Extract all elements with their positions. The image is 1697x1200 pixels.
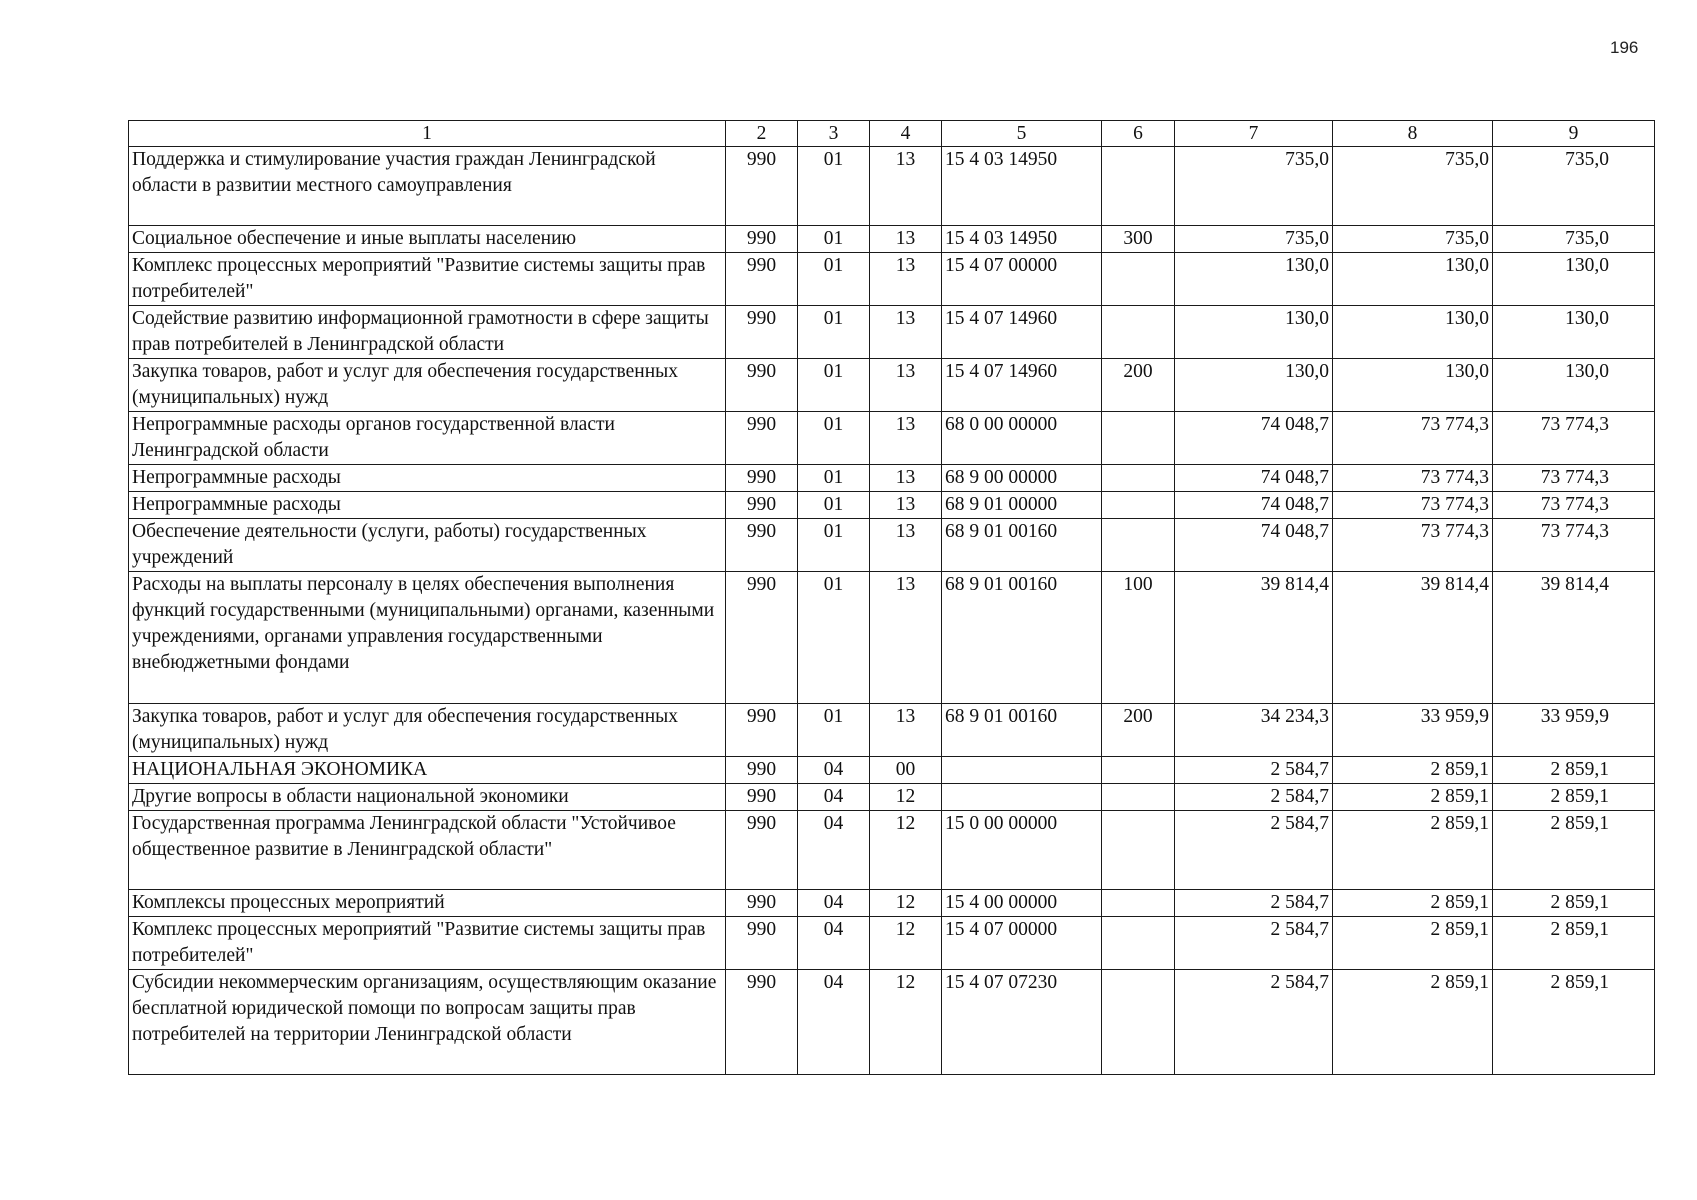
subsection-code: 12 <box>870 970 942 1075</box>
grbs-code: 990 <box>726 970 798 1075</box>
grbs-code: 990 <box>726 704 798 757</box>
amount-col9: 33 959,9 <box>1493 704 1655 757</box>
section-code: 04 <box>798 784 870 811</box>
amount-col8: 2 859,1 <box>1333 917 1493 970</box>
amount-col7: 2 584,7 <box>1175 784 1333 811</box>
row-name: Комплекс процессных мероприятий "Развитие системы защиты прав потребителей" <box>129 253 726 306</box>
target-article-code: 68 9 01 00160 <box>942 519 1102 572</box>
section-code: 01 <box>798 412 870 465</box>
section-code: 01 <box>798 492 870 519</box>
amount-col7: 34 234,3 <box>1175 704 1333 757</box>
amount-col7: 130,0 <box>1175 253 1333 306</box>
section-code: 01 <box>798 253 870 306</box>
table-row <box>129 492 1655 519</box>
row-name: Социальное обеспечение и иные выплаты населению <box>129 226 726 253</box>
amount-col9: 2 859,1 <box>1493 970 1655 1075</box>
subsection-code: 13 <box>870 306 942 359</box>
grbs-code: 990 <box>726 226 798 253</box>
grbs-code: 990 <box>726 572 798 704</box>
grbs-code: 990 <box>726 359 798 412</box>
amount-col7: 2 584,7 <box>1175 890 1333 917</box>
expense-type-code <box>1102 306 1175 359</box>
row-name: Закупка товаров, работ и услуг для обеспечения государственных (муниципальных) нужд <box>129 704 726 757</box>
amount-col8: 73 774,3 <box>1333 465 1493 492</box>
target-article-code: 15 4 07 07230 <box>942 970 1102 1075</box>
expense-type-code <box>1102 811 1175 890</box>
amount-col8: 130,0 <box>1333 253 1493 306</box>
table-row <box>129 811 1655 890</box>
amount-col7: 74 048,7 <box>1175 412 1333 465</box>
amount-col9: 2 859,1 <box>1493 890 1655 917</box>
section-code: 01 <box>798 465 870 492</box>
amount-col7: 74 048,7 <box>1175 519 1333 572</box>
table-row <box>129 147 1655 226</box>
amount-col8: 73 774,3 <box>1333 412 1493 465</box>
expense-type-code <box>1102 253 1175 306</box>
target-article-code: 15 4 03 14950 <box>942 147 1102 226</box>
row-name: НАЦИОНАЛЬНАЯ ЭКОНОМИКА <box>129 757 726 784</box>
section-code: 04 <box>798 970 870 1075</box>
column-header: 6 <box>1102 121 1175 147</box>
row-name: Закупка товаров, работ и услуг для обеспечения государственных (муниципальных) нужд <box>129 359 726 412</box>
table-row <box>129 412 1655 465</box>
grbs-code: 990 <box>726 147 798 226</box>
expense-type-code: 300 <box>1102 226 1175 253</box>
amount-col7: 74 048,7 <box>1175 465 1333 492</box>
amount-col9: 130,0 <box>1493 253 1655 306</box>
row-name: Комплекс процессных мероприятий "Развитие системы защиты прав потребителей" <box>129 917 726 970</box>
column-header: 7 <box>1175 121 1333 147</box>
row-name: Непрограммные расходы <box>129 465 726 492</box>
table-row <box>129 572 1655 704</box>
subsection-code: 12 <box>870 811 942 890</box>
target-article-code: 15 4 07 14960 <box>942 359 1102 412</box>
target-article-code <box>942 757 1102 784</box>
row-name: Другие вопросы в области национальной экономики <box>129 784 726 811</box>
table-row <box>129 784 1655 811</box>
column-header: 8 <box>1333 121 1493 147</box>
expense-type-code <box>1102 492 1175 519</box>
amount-col9: 130,0 <box>1493 306 1655 359</box>
expense-type-code <box>1102 412 1175 465</box>
amount-col9: 73 774,3 <box>1493 492 1655 519</box>
grbs-code: 990 <box>726 412 798 465</box>
grbs-code: 990 <box>726 253 798 306</box>
row-name: Государственная программа Ленинградской области "Устойчивое общественное развитие в Ленинградской области" <box>129 811 726 890</box>
amount-col8: 2 859,1 <box>1333 970 1493 1075</box>
subsection-code: 12 <box>870 784 942 811</box>
subsection-code: 13 <box>870 465 942 492</box>
amount-col8: 2 859,1 <box>1333 890 1493 917</box>
amount-col7: 39 814,4 <box>1175 572 1333 704</box>
subsection-code: 13 <box>870 147 942 226</box>
column-header: 9 <box>1493 121 1655 147</box>
target-article-code: 15 4 07 00000 <box>942 917 1102 970</box>
subsection-code: 00 <box>870 757 942 784</box>
expense-type-code: 200 <box>1102 359 1175 412</box>
amount-col9: 2 859,1 <box>1493 784 1655 811</box>
table-row <box>129 704 1655 757</box>
subsection-code: 12 <box>870 917 942 970</box>
table-row <box>129 757 1655 784</box>
amount-col7: 735,0 <box>1175 226 1333 253</box>
budget-table <box>128 120 1655 1075</box>
target-article-code <box>942 784 1102 811</box>
amount-col7: 130,0 <box>1175 306 1333 359</box>
subsection-code: 12 <box>870 890 942 917</box>
amount-col9: 2 859,1 <box>1493 811 1655 890</box>
row-name: Комплексы процессных мероприятий <box>129 890 726 917</box>
amount-col9: 735,0 <box>1493 226 1655 253</box>
amount-col7: 2 584,7 <box>1175 757 1333 784</box>
amount-col7: 2 584,7 <box>1175 970 1333 1075</box>
row-name: Поддержка и стимулирование участия граждан Ленинградской области в развитии местного самоуправления <box>129 147 726 226</box>
amount-col8: 33 959,9 <box>1333 704 1493 757</box>
grbs-code: 990 <box>726 757 798 784</box>
table-row <box>129 890 1655 917</box>
subsection-code: 13 <box>870 492 942 519</box>
grbs-code: 990 <box>726 519 798 572</box>
amount-col9: 130,0 <box>1493 359 1655 412</box>
row-name: Субсидии некоммерческим организациям, осуществляющим оказание бесплатной юридической помощи по вопросам защиты прав потребителей на территории Ленинградской области <box>129 970 726 1075</box>
section-code: 01 <box>798 226 870 253</box>
section-code: 01 <box>798 359 870 412</box>
amount-col8: 735,0 <box>1333 226 1493 253</box>
grbs-code: 990 <box>726 811 798 890</box>
amount-col8: 130,0 <box>1333 306 1493 359</box>
amount-col7: 130,0 <box>1175 359 1333 412</box>
amount-col8: 39 814,4 <box>1333 572 1493 704</box>
expense-type-code <box>1102 147 1175 226</box>
amount-col8: 73 774,3 <box>1333 519 1493 572</box>
expense-type-code <box>1102 917 1175 970</box>
amount-col9: 2 859,1 <box>1493 757 1655 784</box>
amount-col9: 73 774,3 <box>1493 412 1655 465</box>
expense-type-code <box>1102 890 1175 917</box>
target-article-code: 15 4 03 14950 <box>942 226 1102 253</box>
grbs-code: 990 <box>726 306 798 359</box>
target-article-code: 68 9 01 00160 <box>942 704 1102 757</box>
header-row <box>129 121 1655 147</box>
grbs-code: 990 <box>726 465 798 492</box>
amount-col7: 2 584,7 <box>1175 917 1333 970</box>
table-row <box>129 359 1655 412</box>
table-row <box>129 917 1655 970</box>
section-code: 01 <box>798 306 870 359</box>
amount-col7: 74 048,7 <box>1175 492 1333 519</box>
target-article-code: 68 9 00 00000 <box>942 465 1102 492</box>
table-row <box>129 306 1655 359</box>
target-article-code: 68 0 00 00000 <box>942 412 1102 465</box>
amount-col9: 73 774,3 <box>1493 519 1655 572</box>
amount-col7: 735,0 <box>1175 147 1333 226</box>
expense-type-code <box>1102 784 1175 811</box>
row-name: Непрограммные расходы органов государственной власти Ленинградской области <box>129 412 726 465</box>
grbs-code: 990 <box>726 917 798 970</box>
target-article-code: 15 4 00 00000 <box>942 890 1102 917</box>
amount-col8: 2 859,1 <box>1333 811 1493 890</box>
column-header: 5 <box>942 121 1102 147</box>
page-number: 196 <box>1610 38 1639 57</box>
amount-col9: 73 774,3 <box>1493 465 1655 492</box>
section-code: 01 <box>798 147 870 226</box>
subsection-code: 13 <box>870 359 942 412</box>
target-article-code: 15 0 00 00000 <box>942 811 1102 890</box>
section-code: 01 <box>798 704 870 757</box>
table-row <box>129 226 1655 253</box>
row-name: Содействие развитию информационной грамотности в сфере защиты прав потребителей в Ленинградской области <box>129 306 726 359</box>
row-name: Расходы на выплаты персоналу в целях обеспечения выполнения функций государственными (муниципальными) органами, казенными учреждениями, органами управления государственными внебюджетными фондами <box>129 572 726 704</box>
column-header: 3 <box>798 121 870 147</box>
amount-col8: 735,0 <box>1333 147 1493 226</box>
amount-col9: 39 814,4 <box>1493 572 1655 704</box>
subsection-code: 13 <box>870 704 942 757</box>
column-header: 1 <box>129 121 726 147</box>
row-name: Непрограммные расходы <box>129 492 726 519</box>
amount-col9: 2 859,1 <box>1493 917 1655 970</box>
target-article-code: 68 9 01 00000 <box>942 492 1102 519</box>
table-row <box>129 519 1655 572</box>
expense-type-code: 100 <box>1102 572 1175 704</box>
target-article-code: 15 4 07 14960 <box>942 306 1102 359</box>
subsection-code: 13 <box>870 226 942 253</box>
subsection-code: 13 <box>870 572 942 704</box>
amount-col9: 735,0 <box>1493 147 1655 226</box>
column-header: 2 <box>726 121 798 147</box>
subsection-code: 13 <box>870 412 942 465</box>
expense-type-code <box>1102 465 1175 492</box>
amount-col7: 2 584,7 <box>1175 811 1333 890</box>
table-row <box>129 970 1655 1075</box>
grbs-code: 990 <box>726 492 798 519</box>
amount-col8: 2 859,1 <box>1333 784 1493 811</box>
amount-col8: 2 859,1 <box>1333 757 1493 784</box>
section-code: 01 <box>798 519 870 572</box>
section-code: 04 <box>798 757 870 784</box>
section-code: 04 <box>798 811 870 890</box>
column-header: 4 <box>870 121 942 147</box>
grbs-code: 990 <box>726 784 798 811</box>
target-article-code: 68 9 01 00160 <box>942 572 1102 704</box>
subsection-code: 13 <box>870 253 942 306</box>
row-name: Обеспечение деятельности (услуги, работы) государственных учреждений <box>129 519 726 572</box>
table-row <box>129 253 1655 306</box>
expense-type-code <box>1102 970 1175 1075</box>
expense-type-code <box>1102 757 1175 784</box>
amount-col8: 130,0 <box>1333 359 1493 412</box>
subsection-code: 13 <box>870 519 942 572</box>
expense-type-code <box>1102 519 1175 572</box>
grbs-code: 990 <box>726 890 798 917</box>
section-code: 04 <box>798 890 870 917</box>
amount-col8: 73 774,3 <box>1333 492 1493 519</box>
section-code: 04 <box>798 917 870 970</box>
expense-type-code: 200 <box>1102 704 1175 757</box>
target-article-code: 15 4 07 00000 <box>942 253 1102 306</box>
table-row <box>129 465 1655 492</box>
section-code: 01 <box>798 572 870 704</box>
